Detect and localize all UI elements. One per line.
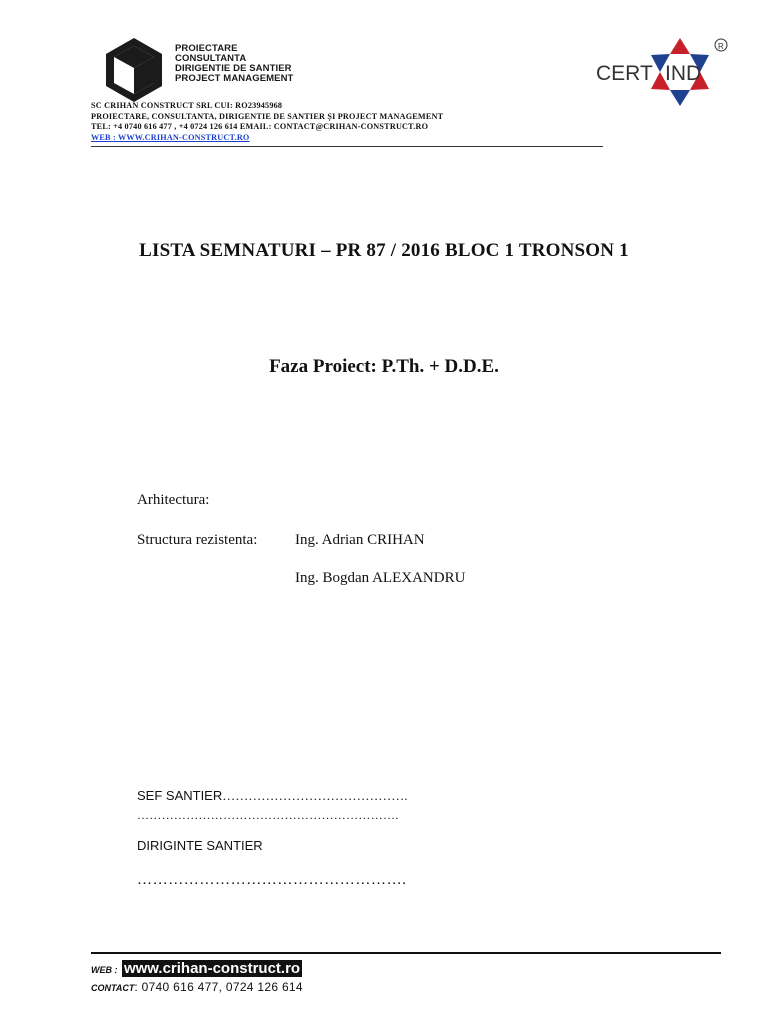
header-divider	[91, 146, 603, 147]
footer-web-link[interactable]: www.crihan-construct.ro	[123, 960, 301, 977]
certind-logo	[594, 34, 734, 112]
company-contact-block	[91, 101, 443, 143]
company-cube-logo	[104, 36, 164, 104]
site-supervisor-label: DIRIGINTE SANTIER	[137, 838, 263, 853]
tagline-line: DIRIGENTIE DE SANTIER	[175, 63, 292, 74]
signature-line: …………………………………………….	[137, 872, 407, 888]
services-line: PROIECTARE, CONSULTANTA, DIRIGENTIE DE SANTIER ȘI PROJECT MANAGEMENT	[91, 111, 444, 121]
footer-contact-key: CONTACT	[91, 983, 135, 993]
footer-web-row	[91, 960, 302, 978]
footer-divider	[91, 952, 721, 954]
tagline-line: PROJECT MANAGEMENT	[175, 73, 294, 84]
svg-text:IND: IND	[665, 62, 702, 85]
certind-logo-text: CERT	[596, 62, 653, 85]
engineer-name-1: Ing. Adrian CRIHAN	[295, 532, 425, 548]
project-phase: Faza Proiect: P.Th. + D.D.E.	[269, 356, 499, 377]
footer-contact-row	[91, 978, 303, 996]
site-chief-row	[137, 788, 408, 804]
company-id-line: SC CRIHAN CONSTRUCT SRL CUI: RO23945968	[91, 101, 283, 110]
structure-row	[137, 532, 425, 549]
svg-text:R: R	[718, 42, 724, 51]
architecture-label: Arhitectura:	[137, 492, 210, 508]
footer-contact-value: : 0740 616 477, 0724 126 614	[134, 980, 303, 994]
tagline-line: PROIECTARE	[175, 43, 238, 54]
company-tagline	[175, 44, 293, 84]
document-title: LISTA SEMNATURI – PR 87 / 2016 BLOC 1 TRONSON 1	[139, 240, 629, 261]
website-link[interactable]: WEB : WWW.CRIHAN-CONSTRUCT.RO	[91, 132, 250, 142]
phone-email-line: TEL: +4 0740 616 477 , +4 0724 126 614 EMAIL: CONTACT@CRIHAN-CONSTRUCT.RO	[91, 122, 429, 131]
signature-line: ……………………………………………………….	[137, 808, 399, 822]
structure-label: Structura rezistenta:	[137, 532, 258, 548]
site-chief-label: SEF SANTIER	[137, 788, 223, 803]
engineer-name-2: Ing. Bogdan ALEXANDRU	[295, 570, 466, 586]
tagline-line: CONSULTANTA	[175, 53, 247, 64]
signature-line: …………………………………….	[222, 788, 408, 803]
footer-web-key: WEB :	[91, 965, 118, 975]
